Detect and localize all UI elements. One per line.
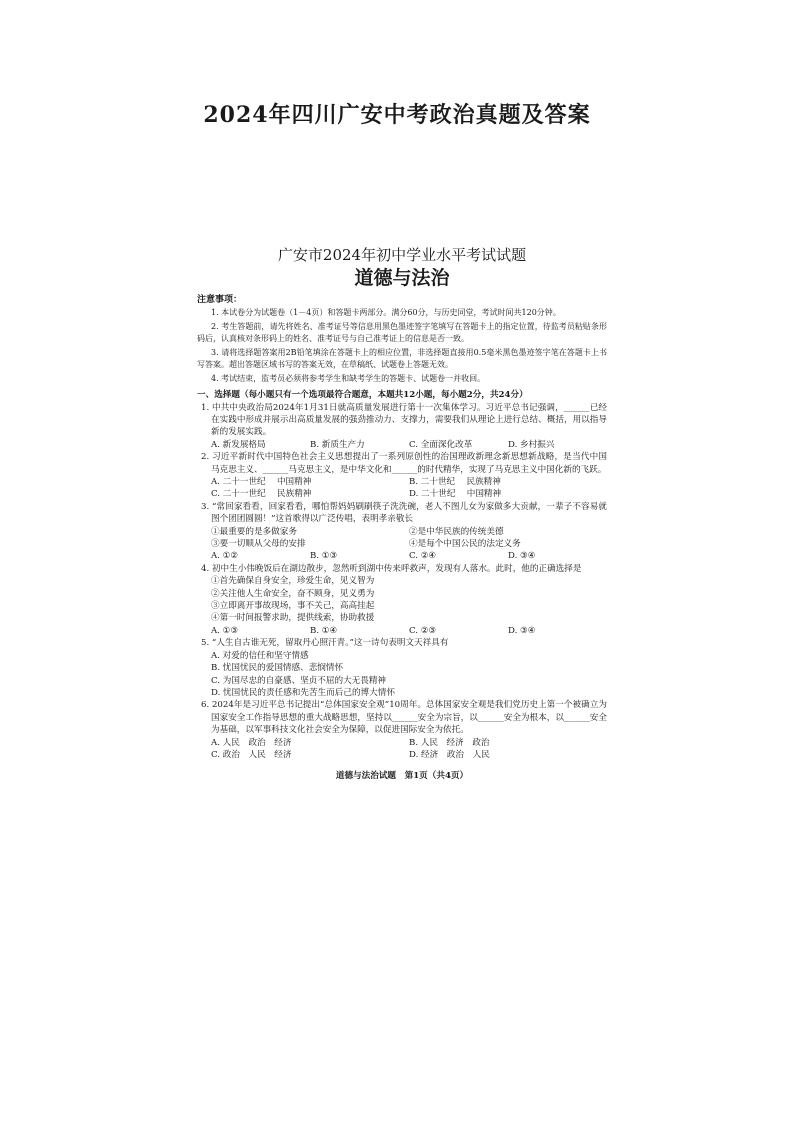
question-stem: 5. “人生自古谁无死，留取丹心照汗青。”这一诗句表明文天祥具有 bbox=[201, 638, 449, 649]
option-b: B. 二十世纪 民族精神 bbox=[409, 477, 501, 487]
question-options bbox=[197, 625, 607, 637]
statement-4: ④第一时间报警求助，提供线索，协助救援 bbox=[211, 613, 375, 624]
document-title: 2024年四川广安中考政治真题及答案 bbox=[203, 102, 591, 128]
option-c: C. ②④ bbox=[409, 551, 437, 562]
statement-2: ②是中华民族的传统美德 bbox=[409, 526, 504, 537]
notice-item: 4. 考试结束，监考员必须将参考学生和缺考学生的答题卡、试题卷一并收回。 bbox=[211, 373, 486, 383]
question-6 bbox=[197, 699, 607, 761]
notice-heading: 注意事项： bbox=[197, 295, 243, 305]
question-stem: 6. 2024年是习近平总书记提出“总体国家安全观”10周年。总体国家安全观是我们党历史上第一个被确立为国家安全工作指导思想的重大战略思想，坚持以______安全为宗旨，以______安全为根本，以______安全为基础，以军事科技文化社会安全为保障，以促进国际安全为依托。 bbox=[201, 700, 607, 736]
question-options bbox=[197, 737, 607, 762]
scanned-exam-page bbox=[197, 244, 607, 781]
statement-3: ③要一切顺从父母的安排 bbox=[211, 539, 306, 550]
page-footer: 道德与法治试题 第1页（共4页） bbox=[335, 771, 469, 782]
option-d: D. 二十世纪 中国精神 bbox=[409, 489, 502, 500]
option-a: A. ①② bbox=[211, 551, 239, 562]
option-b: B. 人民 经济 政治 bbox=[409, 737, 490, 748]
question-stem: 1. 中共中央政治局2024年1月31日就高质量发展进行第十一次集体学习。习近平总书记强调，______已经在实践中形成并展示出高质量发展的强劲推动力、支撑力，需要我们从理论上进行总结、概括，用以指导新的发展实践。 bbox=[201, 402, 607, 438]
exam-subject: 道德与法治 bbox=[354, 267, 450, 289]
statement-3: ③立即离开事故现场，事不关己，高高挂起 bbox=[211, 601, 375, 612]
question-4 bbox=[197, 563, 607, 637]
question-3 bbox=[197, 501, 607, 563]
question-1 bbox=[197, 402, 607, 452]
statement-1: ①最重要的是多做家务 bbox=[211, 526, 297, 537]
option-b: B. 新质生产力 bbox=[310, 439, 365, 450]
option-a: A. 新发展格局 bbox=[211, 439, 266, 450]
question-2 bbox=[197, 451, 607, 501]
option-a: A. 二十一世纪 中国精神 bbox=[211, 477, 312, 487]
exam-title: 广安市2024年初中学业水平考试试题 bbox=[277, 246, 527, 264]
option-b: B. ①④ bbox=[310, 625, 338, 636]
option-b: B. ①③ bbox=[310, 551, 338, 562]
question-stem: 2. 习近平新时代中国特色社会主义思想提出了一系列原创性的治国理政新理念新思想新战略，是当代中国马克思主义、______马克思主义，是中华文化和______的时代精华，实现了马克思主义中国化新的飞跃。 bbox=[201, 452, 607, 475]
question-statements bbox=[197, 526, 607, 551]
question-stem: 3. “常回家看看，回家看看，哪怕帮妈妈刷刷筷子洗洗碗，老人不图儿女为家做多大贡献，一辈子不容易就图个团团圆圆！”这首歌得以广泛传唱，表明孝亲敬长 bbox=[201, 501, 607, 525]
question-options bbox=[197, 476, 607, 501]
notice-item: 2. 考生答题前，请先将姓名、准考证号等信息用黑色墨迹签字笔填写在答题卡上的指定位置，待监考员粘贴条形码后，认真核对条形码上的姓名、准考证号与自己准考证上的信息是否一致。 bbox=[197, 321, 607, 344]
option-d: D. 乡村振兴 bbox=[508, 439, 555, 450]
option-d: D. ③④ bbox=[508, 551, 536, 562]
option-d: D. 经济 政治 人民 bbox=[409, 749, 490, 760]
question-statements bbox=[197, 575, 607, 625]
option-b: B. 忧国忧民的爱国情感、悲悯情怀 bbox=[211, 663, 344, 674]
section-heading: 一、选择题（每小题只有一个选项最符合题意，本题共12小题，每小题2分，共24分） bbox=[197, 389, 528, 400]
option-a: A. ①③ bbox=[211, 625, 239, 636]
option-c: C. ②③ bbox=[409, 625, 437, 636]
question-options bbox=[197, 650, 607, 700]
question-stem: 4. 初中生小伟晚饭后在湖边散步，忽然听到湖中传来呼救声，发现有人落水。此时，他的正确选择是 bbox=[201, 563, 582, 574]
option-a: A. 人民 政治 经济 bbox=[211, 737, 292, 748]
question-options bbox=[197, 550, 607, 562]
statement-2: ②关注他人生命安全，奋不顾身，见义勇为 bbox=[211, 588, 375, 599]
option-a: A. 对爱的信任和坚守情感 bbox=[211, 650, 309, 661]
question-5 bbox=[197, 637, 607, 699]
option-c: C. 二十一世纪 民族精神 bbox=[211, 489, 312, 500]
notice-item: 1. 本试卷分为试题卷（1－4页）和答题卡两部分。满分60分，与历史同堂，考试时间共120分钟。 bbox=[211, 308, 561, 317]
option-d: D. ③④ bbox=[508, 625, 536, 636]
option-d: D. 忧国忧民的责任感和先苦生而后己的博大情怀 bbox=[211, 687, 395, 698]
option-c: C. 政治 人民 经济 bbox=[211, 749, 292, 760]
notice-section bbox=[197, 294, 607, 386]
option-c: C. 全面深化改革 bbox=[409, 439, 473, 450]
question-options bbox=[197, 439, 607, 451]
statement-4: ④是每个中国公民的法定义务 bbox=[409, 539, 521, 550]
option-c: C. 为国尽忠的自豪感、坚贞不屈的大无畏精神 bbox=[211, 675, 387, 686]
notice-item: 3. 请将选择题答案用2B铅笔填涂在答题卡上的相应位置，非选择题直接用0.5毫米黑色墨迹签字笔在答题卡上书写答案。超出答题区域书写的答案无效，在草稿纸、试题卷上答题无效。 bbox=[197, 347, 607, 370]
statement-1: ①首先确保自身安全，珍爱生命，见义智为 bbox=[211, 576, 375, 587]
